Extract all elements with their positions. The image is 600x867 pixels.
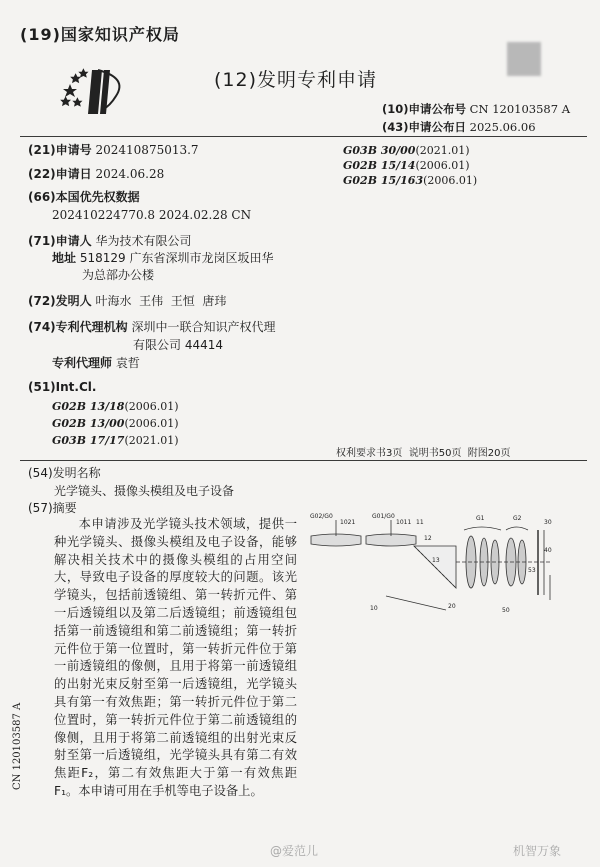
redaction-blur [507, 42, 541, 76]
watermark-right: 机智万象 [513, 844, 562, 858]
application-date: 2024.06.28 [95, 167, 165, 181]
abstract-label: (57)摘要 [28, 501, 77, 515]
ipc-left-list [52, 398, 352, 449]
inventor-line [28, 294, 328, 309]
figure-label: G2 [513, 515, 522, 522]
application-number-label: (21)申请号 [28, 143, 92, 157]
side-publication-number: CN 120103587 A [12, 702, 23, 790]
figure-label: 12 [424, 535, 432, 542]
publication-date-label: (43)申请公布日 [382, 120, 467, 134]
address-label: 地址 [52, 251, 77, 265]
application-number-line [28, 143, 328, 158]
publication-date: 2025.06.06 [469, 120, 536, 134]
application-date-label: (22)申请日 [28, 167, 92, 181]
agency-line [28, 320, 328, 335]
application-number: 202410875013.7 [95, 143, 199, 157]
ipc-right-item: G03B 30/00(2021.01) [343, 144, 470, 157]
agent-name: 袁哲 [115, 356, 140, 370]
priority-label: (66)本国优先权数据 [28, 190, 140, 204]
figure-label: 1011 [396, 519, 412, 526]
agency-label: (74)专利代理机构 [28, 320, 128, 334]
applicant-line [28, 234, 328, 249]
figure-label: 13 [432, 557, 440, 564]
ipc-left-item: G03B 17/17(2021.01) [52, 434, 179, 447]
ipc-right-item: G02B 15/163(2006.01) [343, 174, 478, 187]
inventor-names: 叶海水 王伟 王恒 唐玮 [95, 294, 227, 308]
page-counts: 权利要求书3页 说明书50页 附图20页 [336, 448, 511, 459]
figure-label: 11 [416, 519, 424, 526]
agency-name-1: 深圳中一联合知识产权代理 [131, 320, 276, 334]
address-text-2: 为总部办公楼 [82, 268, 155, 282]
address-line [52, 251, 352, 266]
ipc-right-list [343, 143, 477, 188]
ipc-left-item: G02B 13/18(2006.01) [52, 400, 179, 413]
document-type-title: (12)发明专利申请 [214, 69, 378, 91]
office-name: (19)国家知识产权局 [20, 25, 180, 44]
figure-label: 50 [502, 607, 510, 614]
inventor-label: (72)发明人 [28, 294, 92, 308]
ipc-right-item: G02B 15/14(2006.01) [343, 159, 470, 172]
figure-label: 20 [448, 603, 456, 610]
section-divider [20, 460, 587, 461]
applicant-label: (71)申请人 [28, 234, 92, 248]
invention-name-label: (54)发明名称 [28, 466, 101, 480]
publication-number-line [382, 101, 570, 117]
agency-name-2: 有限公司 44414 [133, 338, 223, 352]
figure-label: 10 [370, 605, 378, 612]
publication-date-line [382, 119, 536, 135]
agent-label: 专利代理师 [52, 356, 113, 370]
intcl-label: (51)Int.Cl. [28, 380, 97, 394]
priority-data: 202410224770.8 2024.02.28 CN [52, 208, 252, 222]
ipc-left-item: G02B 13/00(2006.01) [52, 417, 179, 430]
header-divider [20, 136, 587, 137]
abstract-text: 本申请涉及光学镜头技术领域，提供一种光学镜头、摄像头模组及电子设备，能够解决相关技术中的摄像头模组的占用空间大，导致电子设备的厚度较大的问题。该光学镜头，包括前透镜组、第一转折元件、第一后透镜组以及第二后透镜组；前透镜组包括第一前透镜组和第二前透镜组；第一转折元件位于第一位置时，第一转折元件位于第一前透镜组的像侧，且用于将第一前透镜组的出射光束反射至第一后透镜组，光学镜头具有第一有效焦距；第一转折元件位于第二位置时，第一转折元件位于第二前透镜组的像侧，且用于将第二前透镜组的出射光束反射至第一后透镜组，光学镜头具有第二有效焦距F₂，第二有效焦距大于第一有效焦距F₁。本申请可用在手机等电子设备上。 [54, 517, 297, 798]
figure-label: 1021 [340, 519, 356, 526]
applicant-name: 华为技术有限公司 [95, 234, 192, 248]
optical-lens-figure [306, 500, 556, 620]
address-text-1: 518129 广东省深圳市龙岗区坂田华 [79, 251, 274, 265]
figure-label: 40 [544, 547, 552, 554]
invention-name: 光学镜头、摄像头模组及电子设备 [54, 484, 235, 498]
agent-line [52, 356, 352, 371]
figure-label: 53 [528, 567, 536, 574]
figure-label: 30 [544, 519, 552, 526]
cnipa-logo-icon [58, 66, 138, 116]
figure-label: G1 [476, 515, 485, 522]
figure-label: G01/G0 [372, 513, 395, 520]
watermark-left: @爱范儿 [270, 844, 319, 858]
figure-label: G02/G0 [310, 513, 333, 520]
publication-number: CN 120103587 A [469, 102, 570, 116]
publication-number-label: (10)申请公布号 [382, 102, 467, 116]
application-date-line [28, 167, 328, 182]
